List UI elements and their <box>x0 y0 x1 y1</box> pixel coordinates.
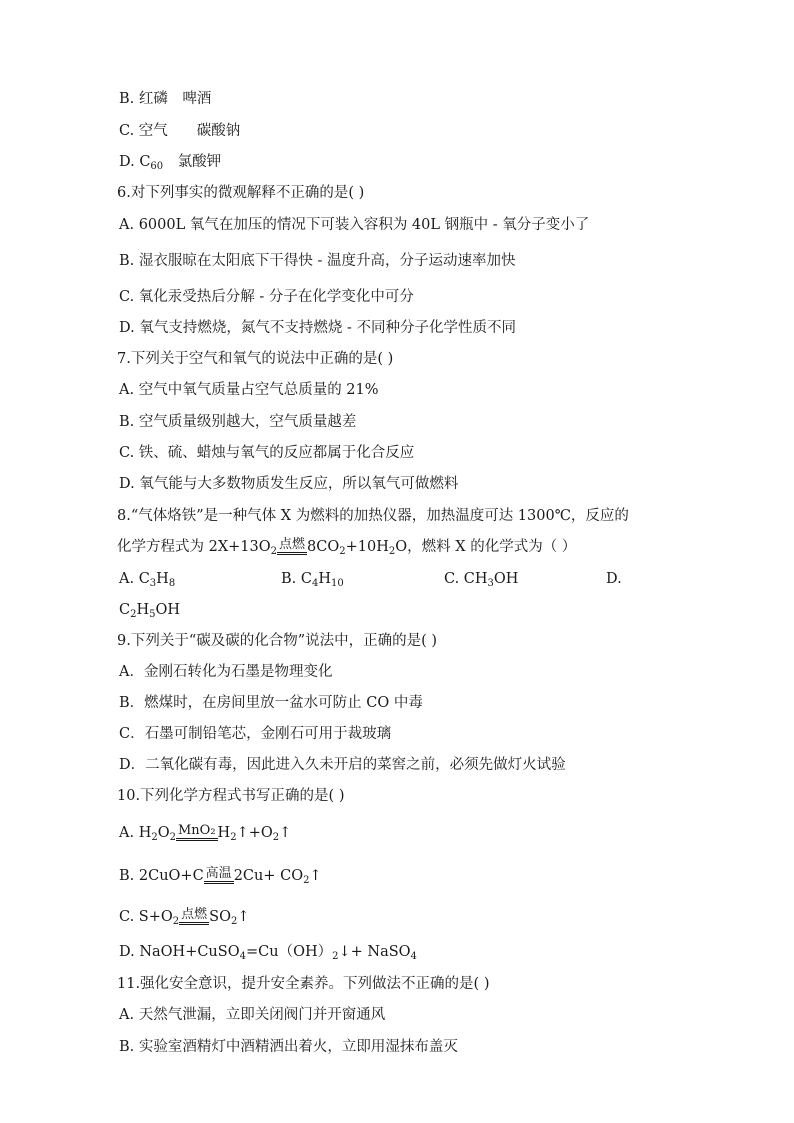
option-a-q7: A. 空气中氧气质量占空气总质量的 21% <box>119 382 379 398</box>
condition-ignite-2: 点燃 <box>181 907 208 922</box>
question-9: 9.下列关于“碳及碳的化合物”说法中，正确的是( ) <box>117 633 438 649</box>
option-a-q11: A. 天然气泄漏，立即关闭阀门并开窗通风 <box>119 1007 386 1023</box>
option-b-q9: B．燃煤时，在房间里放一盆水可防止 CO 中毒 <box>119 695 423 711</box>
option-c-q10: C. $S+O_2$ 点燃 $SO_2↑$ <box>119 907 250 927</box>
option-b-q6: B. 湿衣服晾在太阳底下干得快 - 温度升高，分子运动速率加快 <box>119 253 516 269</box>
option-d-q5: D. $C_{60}$ 氯酸钾 <box>119 154 222 172</box>
question-6: 6.对下列事实的微观解释不正确的是( ) <box>117 185 365 201</box>
question-11: 11.强化安全意识，提升安全素养。下列做法不正确的是( ) <box>117 976 490 992</box>
option-d-q6: D. 氧气支持燃烧，氮气不支持燃烧 - 不同种分子化学性质不同 <box>119 320 516 336</box>
option-b-q11: B. 实验室酒精灯中酒精洒出着火，立即用湿抹布盖灭 <box>119 1039 458 1055</box>
question-8-equation: 化学方程式为 $2X+13O_2$ 点燃 $8CO_2+10H_2O$，燃料 X 的化学式为（ ） <box>117 537 577 557</box>
option-b-q7: B. 空气质量级别越大，空气质量越差 <box>119 414 357 430</box>
option-d-q8: $C_2H_5OH$ <box>119 602 181 620</box>
question-7: 7.下列关于空气和氧气的说法中正确的是( ) <box>117 351 394 367</box>
option-c-q7: C. 铁、硫、蜡烛与氧气的反应都属于化合反应 <box>119 445 415 461</box>
option-b-q5: B. 红磷 啤酒 <box>119 91 212 107</box>
option-d-q7: D. 氧气能与大多数物质发生反应，所以氧气可做燃料 <box>119 476 459 492</box>
option-c-q5: C. 空气 碳酸钠 <box>119 123 241 139</box>
option-a-q8: A. $C_3H_8$ <box>119 571 176 589</box>
condition-ignite: 点燃 <box>279 537 306 552</box>
option-c-q8: C. $CH_3OH$ <box>444 571 519 589</box>
option-a-q6: A. 6000L 氧气在加压的情况下可装入容积为 40L 钢瓶中 - 氧分子变小了 <box>119 217 590 233</box>
question-8: 8.“气体烙铁”是一种气体 X 为燃料的加热仪器，加热温度可达 1300℃，反应的 <box>117 508 629 524</box>
option-d-q9: D．二氧化碳有毒，因此进入久未开启的菜窖之前，必须先做灯火试验 <box>119 757 566 773</box>
option-a-q9: A．金刚石转化为石墨是物理变化 <box>119 664 333 680</box>
option-c-q6: C. 氧化汞受热后分解 - 分子在化学变化中可分 <box>119 289 414 305</box>
condition-high-temp: 高温 <box>205 866 232 881</box>
option-d-q10: D. $NaOH+CuSO_4=Cu(OH)_2↓+$ NaSO$_4$ <box>119 944 417 962</box>
option-d-q8-label: D. <box>606 571 622 587</box>
option-b-q10: B. 2CuO+C 高温 $2Cu+ CO_2↑$ <box>119 866 322 886</box>
condition-catalyst: MnO₂ <box>177 823 216 838</box>
option-b-q8: B. $C_4H_{10}$ <box>281 571 344 589</box>
question-10: 10.下列化学方程式书写正确的是( ) <box>117 788 345 804</box>
option-c-q9: C．石墨可制铅笔芯，金刚石可用于裁玻璃 <box>119 726 392 742</box>
option-a-q10: A. $H_2O_2$ MnO₂ $H_2↑+O_2↑$ <box>119 823 292 843</box>
